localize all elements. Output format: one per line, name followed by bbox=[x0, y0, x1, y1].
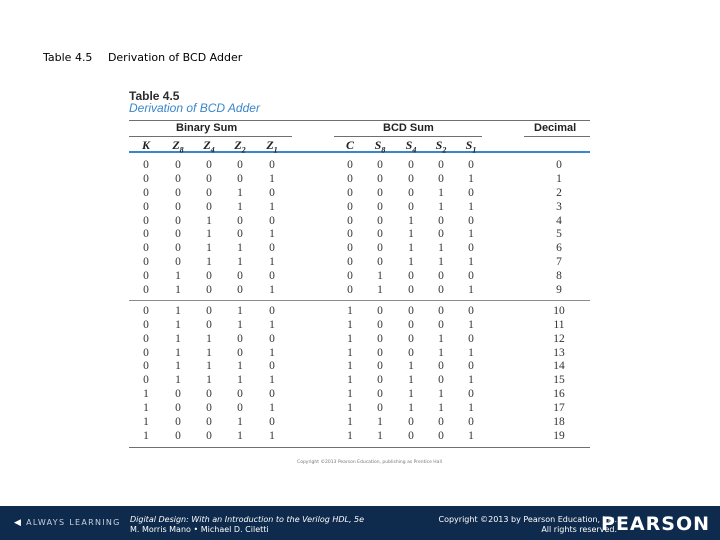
column-header-symbol: C bbox=[345, 138, 354, 152]
table-row bbox=[129, 270, 590, 284]
copyright-notice bbox=[438, 515, 617, 535]
bit-cell: 0 bbox=[438, 159, 444, 171]
bit-cell: 1 bbox=[206, 374, 212, 387]
bit-cell: 1 bbox=[468, 200, 474, 213]
bit-cell: 0 bbox=[143, 228, 149, 241]
bit-cell: 1 bbox=[175, 346, 181, 359]
figure-credit: Copyright ©2013 Pearson Education, publishing as Prentice Hall bbox=[297, 459, 442, 465]
table-row bbox=[129, 402, 590, 416]
bit-cell: 0 bbox=[237, 159, 243, 171]
bit-cell: 0 bbox=[408, 270, 414, 283]
bit-cell: 1 bbox=[408, 402, 414, 415]
bit-cell: 0 bbox=[175, 186, 181, 199]
bit-cell: 0 bbox=[408, 346, 414, 359]
bit-cell: 1 bbox=[438, 332, 444, 345]
bit-cell: 0 bbox=[408, 304, 414, 317]
bit-cell: 0 bbox=[175, 416, 181, 429]
decimal-cell: 3 bbox=[556, 200, 562, 213]
bit-cell: 0 bbox=[206, 416, 212, 429]
bit-cell: 0 bbox=[408, 284, 414, 297]
bit-cell: 0 bbox=[143, 172, 149, 185]
bit-cell: 0 bbox=[468, 186, 474, 199]
bit-cell: 0 bbox=[237, 402, 243, 415]
book-citation bbox=[130, 515, 364, 535]
column-header-subscript: 8 bbox=[179, 145, 184, 155]
bit-cell: 0 bbox=[143, 159, 149, 171]
bit-cell: 0 bbox=[269, 360, 275, 373]
bit-cell: 0 bbox=[269, 242, 275, 255]
decimal-cell: 15 bbox=[553, 374, 565, 387]
column-header-z1 bbox=[262, 138, 282, 154]
bit-cell: 0 bbox=[347, 214, 353, 227]
bit-cell: 1 bbox=[377, 270, 383, 283]
column-header-symbol: S bbox=[435, 138, 443, 152]
bit-cell: 0 bbox=[269, 214, 275, 227]
decimal-header: Decimal bbox=[534, 122, 577, 134]
bit-cell: 0 bbox=[408, 159, 414, 171]
bit-cell: 0 bbox=[377, 256, 383, 269]
bit-cell: 0 bbox=[237, 332, 243, 345]
table-row bbox=[129, 159, 590, 173]
bit-cell: 1 bbox=[377, 429, 383, 442]
column-header-subscript: 4 bbox=[210, 145, 215, 155]
decimal-cell: 0 bbox=[556, 159, 562, 171]
table-row bbox=[129, 333, 590, 347]
bit-cell: 0 bbox=[438, 270, 444, 283]
bit-cell: 1 bbox=[468, 346, 474, 359]
bit-cell: 0 bbox=[408, 186, 414, 199]
bit-cell: 0 bbox=[237, 270, 243, 283]
bit-cell: 0 bbox=[269, 159, 275, 171]
column-header-symbol: Z bbox=[203, 138, 211, 152]
bit-cell: 1 bbox=[175, 284, 181, 297]
copyright-line: Copyright ©2013 by Pearson Education, Inc. bbox=[438, 515, 617, 524]
bit-cell: 1 bbox=[347, 332, 353, 345]
column-header-subscript: 4 bbox=[412, 145, 417, 155]
bit-cell: 0 bbox=[347, 159, 353, 171]
decimal-cell: 10 bbox=[553, 304, 565, 317]
bit-cell: 0 bbox=[206, 304, 212, 317]
table-row bbox=[129, 347, 590, 361]
bit-cell: 0 bbox=[438, 304, 444, 317]
bit-cell: 1 bbox=[206, 360, 212, 373]
decimal-cell: 16 bbox=[553, 388, 565, 401]
bit-cell: 0 bbox=[408, 429, 414, 442]
bit-cell: 1 bbox=[468, 256, 474, 269]
bit-cell: 0 bbox=[175, 388, 181, 401]
decimal-cell: 8 bbox=[556, 270, 562, 283]
bit-cell: 0 bbox=[143, 256, 149, 269]
bit-cell: 0 bbox=[468, 304, 474, 317]
table-row bbox=[129, 201, 590, 215]
bit-cell: 1 bbox=[438, 402, 444, 415]
bit-cell: 1 bbox=[143, 402, 149, 415]
column-header-subscript: 2 bbox=[241, 145, 246, 155]
bit-cell: 0 bbox=[237, 284, 243, 297]
rights-line: All rights reserved. bbox=[541, 525, 617, 534]
column-header-z2 bbox=[230, 138, 250, 154]
bit-cell: 0 bbox=[408, 332, 414, 345]
bit-cell: 1 bbox=[468, 318, 474, 331]
bit-cell: 0 bbox=[377, 172, 383, 185]
bit-cell: 0 bbox=[143, 332, 149, 345]
always-learning-brand bbox=[14, 518, 121, 528]
bit-cell: 1 bbox=[408, 388, 414, 401]
book-authors: M. Morris Mano • Michael D. Ciletti bbox=[130, 525, 269, 534]
truth-table-body bbox=[129, 159, 590, 444]
bit-cell: 0 bbox=[175, 402, 181, 415]
bit-cell: 0 bbox=[377, 374, 383, 387]
bit-cell: 1 bbox=[468, 402, 474, 415]
bit-cell: 1 bbox=[237, 242, 243, 255]
bit-cell: 0 bbox=[377, 200, 383, 213]
figure-caption: Derivation of BCD Adder bbox=[129, 101, 260, 115]
bit-cell: 0 bbox=[438, 228, 444, 241]
bit-cell: 1 bbox=[269, 374, 275, 387]
table-row bbox=[129, 215, 590, 229]
bit-cell: 1 bbox=[408, 256, 414, 269]
bit-cell: 0 bbox=[143, 186, 149, 199]
group-header-row bbox=[129, 120, 590, 136]
table-row bbox=[129, 284, 590, 298]
bit-cell: 1 bbox=[269, 256, 275, 269]
bit-cell: 0 bbox=[143, 284, 149, 297]
column-header-s2 bbox=[431, 138, 451, 154]
column-header-symbol: S bbox=[405, 138, 413, 152]
table-row bbox=[129, 242, 590, 256]
bit-cell: 0 bbox=[347, 228, 353, 241]
bit-cell: 0 bbox=[269, 270, 275, 283]
bit-cell: 0 bbox=[347, 256, 353, 269]
bit-cell: 1 bbox=[269, 318, 275, 331]
bit-cell: 1 bbox=[269, 284, 275, 297]
bit-cell: 1 bbox=[269, 172, 275, 185]
bit-cell: 0 bbox=[377, 228, 383, 241]
bit-cell: 0 bbox=[269, 388, 275, 401]
bit-cell: 1 bbox=[206, 228, 212, 241]
bit-cell: 1 bbox=[347, 318, 353, 331]
bit-cell: 0 bbox=[438, 284, 444, 297]
bit-cell: 1 bbox=[269, 200, 275, 213]
decimal-cell: 18 bbox=[553, 416, 565, 429]
column-header-z8 bbox=[168, 138, 188, 154]
bit-cell: 0 bbox=[175, 228, 181, 241]
bit-cell: 0 bbox=[206, 429, 212, 442]
bit-cell: 0 bbox=[175, 200, 181, 213]
bit-cell: 0 bbox=[347, 270, 353, 283]
bit-cell: 0 bbox=[143, 304, 149, 317]
bit-cell: 1 bbox=[468, 172, 474, 185]
bit-cell: 0 bbox=[408, 200, 414, 213]
bit-cell: 1 bbox=[347, 416, 353, 429]
bit-cell: 0 bbox=[269, 186, 275, 199]
bit-cell: 1 bbox=[408, 214, 414, 227]
bit-cell: 1 bbox=[438, 256, 444, 269]
bit-cell: 0 bbox=[143, 346, 149, 359]
column-header-row bbox=[129, 136, 590, 153]
column-header-s4 bbox=[401, 138, 421, 154]
decimal-cell: 19 bbox=[553, 429, 565, 442]
table-bottom-rule bbox=[129, 447, 590, 448]
bit-cell: 1 bbox=[347, 374, 353, 387]
bit-cell: 0 bbox=[143, 242, 149, 255]
bit-cell: 1 bbox=[468, 228, 474, 241]
bit-cell: 0 bbox=[377, 242, 383, 255]
bit-cell: 0 bbox=[269, 304, 275, 317]
bcd-adder-table-figure bbox=[129, 90, 590, 465]
bit-cell: 1 bbox=[175, 332, 181, 345]
bit-cell: 0 bbox=[206, 270, 212, 283]
decimal-cell: 14 bbox=[553, 360, 565, 373]
bcd-sum-header: BCD Sum bbox=[383, 122, 434, 134]
bit-cell: 0 bbox=[377, 360, 383, 373]
bit-cell: 0 bbox=[438, 374, 444, 387]
bit-cell: 1 bbox=[347, 402, 353, 415]
brand-text: ALWAYS LEARNING bbox=[26, 518, 121, 527]
bit-cell: 0 bbox=[269, 416, 275, 429]
decimal-cell: 7 bbox=[556, 256, 562, 269]
bit-cell: 1 bbox=[237, 186, 243, 199]
bit-cell: 0 bbox=[377, 388, 383, 401]
bit-cell: 0 bbox=[206, 284, 212, 297]
bit-cell: 1 bbox=[438, 242, 444, 255]
bit-cell: 0 bbox=[438, 214, 444, 227]
column-header-subscript: 1 bbox=[273, 145, 278, 155]
decimal-cell: 11 bbox=[553, 318, 565, 331]
bit-cell: 0 bbox=[143, 214, 149, 227]
bit-cell: 0 bbox=[143, 200, 149, 213]
bit-cell: 0 bbox=[438, 172, 444, 185]
column-header-subscript: 2 bbox=[442, 145, 447, 155]
footer-bar bbox=[0, 506, 720, 540]
decimal-cell: 4 bbox=[556, 214, 562, 227]
bit-cell: 0 bbox=[206, 200, 212, 213]
bit-cell: 1 bbox=[408, 228, 414, 241]
decimal-cell: 2 bbox=[556, 186, 562, 199]
bit-cell: 1 bbox=[237, 429, 243, 442]
bit-cell: 1 bbox=[175, 374, 181, 387]
column-header-s8 bbox=[370, 138, 390, 154]
bit-cell: 0 bbox=[347, 200, 353, 213]
bit-cell: 1 bbox=[206, 214, 212, 227]
column-header-symbol: S bbox=[374, 138, 382, 152]
bit-cell: 1 bbox=[206, 242, 212, 255]
bit-cell: 0 bbox=[468, 360, 474, 373]
bit-cell: 0 bbox=[143, 270, 149, 283]
bit-cell: 0 bbox=[347, 172, 353, 185]
bit-cell: 0 bbox=[237, 346, 243, 359]
bit-cell: 0 bbox=[438, 416, 444, 429]
bit-cell: 1 bbox=[206, 346, 212, 359]
bit-cell: 0 bbox=[175, 214, 181, 227]
bit-cell: 0 bbox=[237, 228, 243, 241]
bit-cell: 1 bbox=[237, 416, 243, 429]
bit-cell: 1 bbox=[237, 374, 243, 387]
bit-cell: 0 bbox=[438, 360, 444, 373]
bit-cell: 0 bbox=[206, 186, 212, 199]
bit-cell: 1 bbox=[175, 270, 181, 283]
bit-cell: 0 bbox=[438, 318, 444, 331]
bit-cell: 0 bbox=[237, 172, 243, 185]
bit-cell: 1 bbox=[269, 228, 275, 241]
bit-cell: 0 bbox=[347, 186, 353, 199]
bit-cell: 1 bbox=[468, 429, 474, 442]
decimal-cell: 6 bbox=[556, 242, 562, 255]
column-header-symbol: Z bbox=[234, 138, 242, 152]
bit-cell: 1 bbox=[377, 284, 383, 297]
bit-cell: 1 bbox=[206, 256, 212, 269]
table-row bbox=[129, 228, 590, 242]
bit-cell: 0 bbox=[237, 388, 243, 401]
bit-cell: 0 bbox=[377, 214, 383, 227]
bit-cell: 0 bbox=[468, 270, 474, 283]
bit-cell: 0 bbox=[175, 256, 181, 269]
table-row bbox=[129, 305, 590, 319]
table-row bbox=[129, 388, 590, 402]
brand-mark-icon: ◀ bbox=[14, 518, 23, 528]
bit-cell: 1 bbox=[175, 304, 181, 317]
bit-cell: 1 bbox=[468, 374, 474, 387]
bit-cell: 0 bbox=[206, 402, 212, 415]
bit-cell: 1 bbox=[347, 304, 353, 317]
bit-cell: 1 bbox=[269, 402, 275, 415]
bit-cell: 0 bbox=[206, 159, 212, 171]
table-row bbox=[129, 360, 590, 374]
bit-cell: 0 bbox=[237, 214, 243, 227]
table-row bbox=[129, 256, 590, 270]
column-header-subscript: 8 bbox=[381, 145, 386, 155]
column-header-c bbox=[340, 138, 360, 153]
bit-cell: 0 bbox=[468, 388, 474, 401]
bit-cell: 0 bbox=[377, 304, 383, 317]
bit-cell: 1 bbox=[237, 318, 243, 331]
bit-cell: 0 bbox=[175, 159, 181, 171]
bit-cell: 0 bbox=[468, 242, 474, 255]
bit-cell: 0 bbox=[468, 416, 474, 429]
bit-cell: 1 bbox=[347, 360, 353, 373]
bit-cell: 0 bbox=[347, 242, 353, 255]
bit-cell: 0 bbox=[143, 360, 149, 373]
table-row bbox=[129, 187, 590, 201]
binary-sum-header: Binary Sum bbox=[176, 122, 238, 134]
bit-cell: 0 bbox=[143, 318, 149, 331]
bit-cell: 0 bbox=[377, 186, 383, 199]
table-row bbox=[129, 416, 590, 430]
figure-label: Table 4.5 bbox=[129, 89, 180, 103]
bit-cell: 1 bbox=[377, 416, 383, 429]
bit-cell: 0 bbox=[468, 332, 474, 345]
bit-cell: 0 bbox=[269, 332, 275, 345]
bit-cell: 1 bbox=[143, 429, 149, 442]
bit-cell: 1 bbox=[347, 388, 353, 401]
bit-cell: 0 bbox=[377, 318, 383, 331]
decimal-cell: 1 bbox=[556, 172, 562, 185]
bit-cell: 0 bbox=[377, 402, 383, 415]
bit-cell: 0 bbox=[206, 318, 212, 331]
table-row bbox=[129, 173, 590, 187]
column-header-symbol: Z bbox=[266, 138, 274, 152]
bit-cell: 1 bbox=[438, 186, 444, 199]
pearson-logo: PEARSON bbox=[601, 513, 710, 535]
bit-cell: 1 bbox=[175, 360, 181, 373]
bit-cell: 1 bbox=[408, 360, 414, 373]
bit-cell: 1 bbox=[408, 242, 414, 255]
bit-cell: 0 bbox=[206, 172, 212, 185]
bit-cell: 1 bbox=[143, 416, 149, 429]
bit-cell: 0 bbox=[377, 332, 383, 345]
table-row bbox=[129, 374, 590, 388]
bit-cell: 1 bbox=[438, 200, 444, 213]
decimal-cell: 9 bbox=[556, 284, 562, 297]
column-header-z4 bbox=[199, 138, 219, 154]
bit-cell: 0 bbox=[206, 388, 212, 401]
column-header-symbol: S bbox=[465, 138, 473, 152]
bit-cell: 1 bbox=[237, 360, 243, 373]
bit-cell: 1 bbox=[408, 374, 414, 387]
bit-cell: 1 bbox=[237, 200, 243, 213]
bit-cell: 1 bbox=[269, 429, 275, 442]
bit-cell: 0 bbox=[143, 374, 149, 387]
bit-cell: 1 bbox=[468, 284, 474, 297]
bit-cell: 1 bbox=[206, 332, 212, 345]
bit-cell: 1 bbox=[143, 388, 149, 401]
bit-cell: 1 bbox=[269, 346, 275, 359]
bit-cell: 0 bbox=[408, 416, 414, 429]
table-row bbox=[129, 319, 590, 333]
bit-cell: 0 bbox=[347, 284, 353, 297]
column-header-symbol: K bbox=[141, 138, 150, 152]
decimal-cell: 12 bbox=[553, 332, 565, 345]
table-row bbox=[129, 430, 590, 444]
table-number: Table 4.5 bbox=[43, 51, 93, 64]
bit-cell: 1 bbox=[438, 388, 444, 401]
bit-cell: 0 bbox=[408, 172, 414, 185]
column-header-symbol: Z bbox=[172, 138, 180, 152]
bit-cell: 1 bbox=[347, 429, 353, 442]
decimal-cell: 13 bbox=[553, 346, 565, 359]
bit-cell: 0 bbox=[408, 318, 414, 331]
bit-cell: 1 bbox=[438, 346, 444, 359]
bit-cell: 1 bbox=[347, 346, 353, 359]
bit-cell: 0 bbox=[468, 214, 474, 227]
group-divider bbox=[129, 300, 590, 301]
column-header-subscript: 1 bbox=[472, 145, 477, 155]
book-title: Digital Design: With an Introduction to the Verilog HDL, 5e bbox=[130, 515, 365, 524]
slide-title bbox=[43, 51, 242, 64]
bit-cell: 1 bbox=[175, 318, 181, 331]
column-header-s1 bbox=[461, 138, 481, 154]
bit-cell: 0 bbox=[175, 429, 181, 442]
bit-cell: 0 bbox=[438, 429, 444, 442]
bit-cell: 0 bbox=[468, 159, 474, 171]
decimal-cell: 17 bbox=[553, 402, 565, 415]
bit-cell: 0 bbox=[175, 172, 181, 185]
table-title: Derivation of BCD Adder bbox=[107, 51, 243, 64]
decimal-cell: 5 bbox=[556, 228, 562, 241]
column-header-k bbox=[136, 138, 156, 153]
bit-cell: 0 bbox=[175, 242, 181, 255]
bit-cell: 0 bbox=[377, 346, 383, 359]
bit-cell: 0 bbox=[377, 159, 383, 171]
bit-cell: 1 bbox=[237, 256, 243, 269]
bit-cell: 1 bbox=[237, 304, 243, 317]
